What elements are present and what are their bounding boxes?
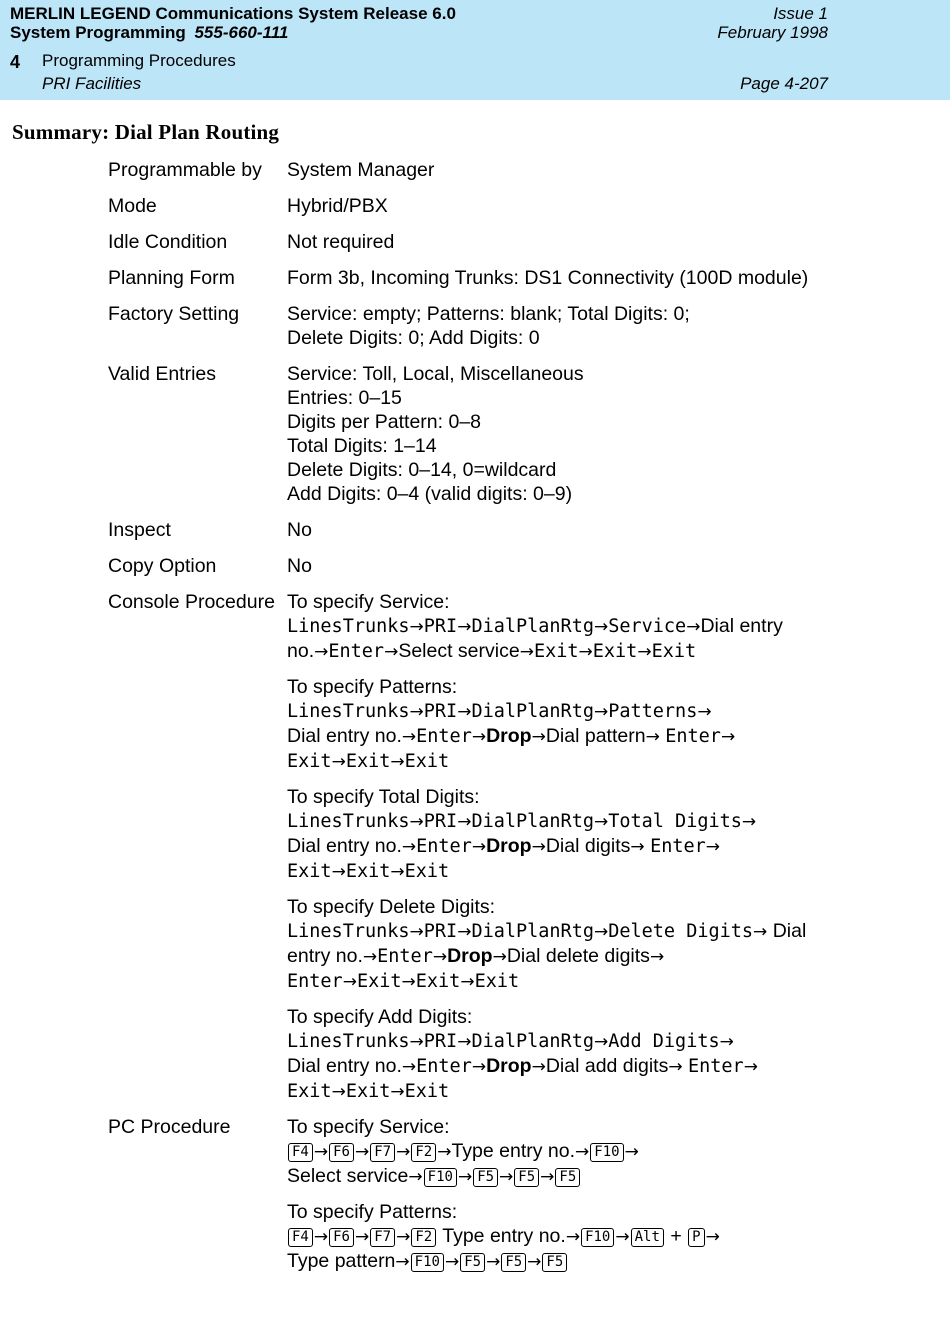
procedure-line: [287, 834, 848, 859]
arrow-icon: →: [354, 1142, 370, 1162]
row-label: Mode: [108, 195, 157, 217]
row-label: Programmable by: [108, 159, 262, 181]
function-key: F5: [501, 1253, 526, 1272]
menu-option: Service: [608, 616, 687, 637]
summary-row: [108, 362, 848, 506]
menu-option: Patterns: [608, 701, 698, 722]
procedure-line: [287, 1029, 848, 1054]
summary-table: [108, 158, 848, 1285]
menu-option: PRI: [423, 811, 458, 832]
arrow-icon: →: [396, 1142, 411, 1162]
summary-row: [108, 158, 848, 182]
menu-option: Exit: [404, 1081, 450, 1102]
procedure-heading: To specify Service:: [287, 1116, 450, 1138]
function-key: F6: [329, 1228, 354, 1247]
row-label: Console Procedure: [108, 591, 275, 613]
arrow-icon: →: [471, 1057, 487, 1077]
menu-option: Enter: [665, 726, 721, 747]
arrow-icon: →: [457, 1032, 472, 1052]
arrow-icon: →: [593, 617, 609, 637]
menu-option: Enter: [688, 1056, 744, 1077]
step-text: Type entry no.: [437, 1225, 566, 1247]
row-label: Planning Form: [108, 267, 235, 289]
arrow-icon: →: [531, 727, 546, 747]
doc-title-text: System Programming: [10, 23, 186, 42]
row-value-line: Total Digits: 1–14: [287, 435, 437, 457]
button-name: Drop: [486, 725, 532, 747]
arrow-icon: →: [331, 1082, 346, 1102]
arrow-icon: →: [649, 947, 665, 967]
procedure-line: [287, 1139, 848, 1164]
menu-option: Enter: [287, 971, 343, 992]
procedure-block: [287, 675, 848, 774]
step-text: Dial digits: [545, 835, 631, 857]
step-text: Dial entry no.: [287, 835, 402, 857]
arrow-icon: →: [457, 702, 472, 722]
procedure-block: [287, 1200, 848, 1274]
arrow-icon: →: [384, 642, 399, 662]
doc-title: [10, 23, 288, 43]
arrow-icon: →: [593, 922, 609, 942]
function-key: F10: [581, 1228, 614, 1247]
menu-option: Total Digits: [608, 811, 742, 832]
arrow-icon: →: [637, 642, 652, 662]
arrow-icon: →: [593, 1032, 609, 1052]
arrow-icon: →: [624, 1142, 639, 1162]
menu-option: LinesTrunks: [287, 921, 410, 942]
row-value-line: Service: Toll, Local, Miscellaneous: [287, 363, 584, 385]
summary-row: [108, 230, 848, 254]
procedure-line: [287, 1164, 848, 1189]
arrow-icon: →: [471, 837, 487, 857]
step-text: entry no.: [287, 945, 363, 967]
arrow-icon: →: [437, 1142, 452, 1162]
arrow-icon: →: [578, 642, 593, 662]
function-key: F5: [473, 1168, 498, 1187]
function-key: F2: [411, 1228, 436, 1247]
arrow-icon: →: [531, 1057, 546, 1077]
arrow-icon: →: [409, 922, 424, 942]
arrow-icon: →: [408, 1167, 423, 1187]
row-value: [287, 362, 848, 506]
step-text: Dial entry no.: [287, 725, 402, 747]
procedure-line: [287, 614, 848, 639]
procedure-heading: To specify Add Digits:: [287, 1006, 473, 1028]
function-key: F2: [411, 1143, 436, 1162]
menu-option: PRI: [423, 701, 458, 722]
pc-procedure-steps: [287, 1115, 848, 1285]
procedure-line: [287, 919, 848, 944]
function-key: F6: [329, 1143, 354, 1162]
button-name: Drop: [447, 945, 493, 967]
menu-option: Exit: [533, 641, 579, 662]
arrow-icon: →: [720, 727, 736, 747]
step-text: +: [664, 1225, 688, 1247]
step-text: Dial add digits: [545, 1055, 669, 1077]
arrow-icon: →: [531, 837, 546, 857]
row-label: Inspect: [108, 519, 171, 541]
arrow-icon: →: [331, 862, 346, 882]
arrow-icon: →: [697, 702, 712, 722]
row-label: Valid Entries: [108, 363, 217, 385]
step-text: Select service: [287, 1165, 409, 1187]
arrow-icon: →: [686, 617, 701, 637]
row-value: Hybrid/PBX: [287, 195, 388, 217]
arrow-icon: →: [575, 1142, 590, 1162]
arrow-icon: →: [499, 1167, 514, 1187]
page-header: [0, 0, 950, 100]
console-procedure-steps: [287, 590, 848, 1115]
function-key: F7: [370, 1228, 395, 1247]
menu-option: PRI: [423, 921, 458, 942]
procedure-line: [287, 749, 848, 774]
procedure-heading: To specify Delete Digits:: [287, 896, 496, 918]
menu-option: DialPlanRtg: [471, 616, 594, 637]
menu-option: Exit: [287, 751, 332, 772]
step-text: Select service: [398, 640, 520, 662]
arrow-icon: →: [492, 947, 507, 967]
row-value: No: [287, 555, 312, 577]
arrow-icon: →: [743, 1057, 758, 1077]
menu-option: Exit: [356, 971, 402, 992]
product-title: MERLIN LEGEND Communications System Release 6.0: [10, 4, 456, 23]
arrow-icon: →: [390, 862, 405, 882]
menu-option: PRI: [423, 616, 458, 637]
menu-option: Delete Digits: [608, 921, 754, 942]
row-value: No: [287, 519, 312, 541]
procedure-line: [287, 944, 848, 969]
row-value: Not required: [287, 231, 395, 253]
row-value: Form 3b, Incoming Trunks: DS1 Connectivity (100D module): [287, 267, 809, 289]
function-key: F5: [542, 1253, 567, 1272]
page-number: Page 4-207: [740, 74, 828, 93]
arrow-icon: →: [753, 922, 768, 942]
procedure-line: [287, 724, 848, 749]
menu-option: DialPlanRtg: [471, 1031, 594, 1052]
function-key: Alt: [631, 1228, 664, 1247]
arrow-icon: →: [409, 702, 424, 722]
summary-row: [108, 302, 848, 350]
date-label: February 1998: [717, 23, 828, 42]
arrow-icon: →: [471, 727, 487, 747]
menu-option: Exit: [651, 641, 697, 662]
arrow-icon: →: [444, 1252, 460, 1272]
menu-option: Exit: [345, 1081, 391, 1102]
step-text: Dial entry: [700, 615, 783, 637]
console-procedure-row: [108, 590, 848, 1115]
menu-option: Exit: [345, 861, 391, 882]
arrow-icon: →: [409, 617, 424, 637]
arrow-icon: →: [395, 1252, 410, 1272]
arrow-icon: →: [527, 1252, 542, 1272]
arrow-icon: →: [457, 922, 472, 942]
arrow-icon: →: [401, 837, 417, 857]
menu-option: LinesTrunks: [287, 811, 410, 832]
step-text: Type pattern: [287, 1250, 396, 1272]
menu-option: Enter: [416, 836, 472, 857]
issue-label: Issue 1: [773, 4, 828, 23]
arrow-icon: →: [457, 1167, 473, 1187]
menu-option: Enter: [377, 946, 433, 967]
row-value-line: Add Digits: 0–4 (valid digits: 0–9): [287, 483, 573, 505]
summary-row: [108, 554, 848, 578]
step-text: Type entry no.: [451, 1140, 576, 1162]
doc-number: 555-660-111: [194, 23, 289, 42]
procedure-heading: To specify Service:: [287, 591, 450, 613]
procedure-line: [287, 1249, 848, 1274]
procedure-line: [287, 809, 848, 834]
arrow-icon: →: [519, 642, 534, 662]
procedure-block: [287, 895, 848, 994]
page-title: Summary: Dial Plan Routing: [12, 120, 280, 144]
button-name: Drop: [486, 835, 532, 857]
menu-option: Exit: [404, 751, 450, 772]
row-label: Copy Option: [108, 555, 217, 577]
function-key: F7: [370, 1143, 395, 1162]
function-key: F10: [424, 1168, 457, 1187]
arrow-icon: →: [615, 1227, 630, 1247]
arrow-icon: →: [342, 972, 357, 992]
summary-row: [108, 194, 848, 218]
function-key: F4: [288, 1143, 313, 1162]
pc-procedure-row: [108, 1115, 848, 1285]
arrow-icon: →: [409, 1032, 424, 1052]
procedure-block: [287, 1005, 848, 1104]
step-text: Dial pattern: [545, 725, 646, 747]
menu-option: Exit: [287, 861, 332, 882]
menu-option: PRI: [423, 1031, 458, 1052]
arrow-icon: →: [457, 617, 472, 637]
procedure-heading: To specify Total Digits:: [287, 786, 480, 808]
menu-option: Enter: [416, 726, 472, 747]
menu-option: LinesTrunks: [287, 701, 410, 722]
chapter-title: Programming Procedures: [42, 51, 236, 70]
menu-option: Exit: [404, 861, 450, 882]
arrow-icon: →: [460, 972, 475, 992]
function-key: F4: [288, 1228, 313, 1247]
row-label: PC Procedure: [108, 1116, 231, 1138]
arrow-icon: →: [401, 727, 417, 747]
menu-option: Exit: [345, 751, 391, 772]
arrow-icon: →: [540, 1167, 555, 1187]
row-label: Factory Setting: [108, 303, 240, 325]
arrow-icon: →: [630, 837, 645, 857]
arrow-icon: →: [331, 752, 346, 772]
arrow-icon: →: [486, 1252, 501, 1272]
menu-option: Exit: [287, 1081, 332, 1102]
function-key: F10: [411, 1253, 444, 1272]
arrow-icon: →: [593, 702, 609, 722]
procedure-line: [287, 1079, 848, 1104]
menu-option: Enter: [650, 836, 706, 857]
row-value-line: Service: empty; Patterns: blank; Total Digits: 0;: [287, 303, 690, 325]
function-key: F5: [460, 1253, 485, 1272]
row-value-line: Digits per Pattern: 0–8: [287, 411, 482, 433]
procedure-line: [287, 699, 848, 724]
arrow-icon: →: [313, 1227, 329, 1247]
row-value: System Manager: [287, 159, 435, 181]
procedure-line: [287, 639, 848, 664]
menu-option: Add Digits: [608, 1031, 720, 1052]
arrow-icon: →: [401, 972, 416, 992]
arrow-icon: →: [705, 1227, 720, 1247]
arrow-icon: →: [432, 947, 448, 967]
function-key: P: [688, 1228, 704, 1247]
arrow-icon: →: [457, 812, 472, 832]
menu-option: Enter: [328, 641, 385, 662]
procedure-line: [287, 1224, 848, 1249]
arrow-icon: →: [719, 1032, 734, 1052]
procedure-line: [287, 969, 848, 994]
menu-option: Exit: [592, 641, 638, 662]
arrow-icon: →: [741, 812, 757, 832]
menu-option: LinesTrunks: [287, 1031, 410, 1052]
procedure-line: [287, 859, 848, 884]
summary-rows: [108, 158, 848, 578]
arrow-icon: →: [390, 752, 405, 772]
arrow-icon: →: [409, 812, 424, 832]
function-key: F10: [590, 1143, 623, 1162]
procedure-heading: To specify Patterns:: [287, 676, 458, 698]
menu-option: LinesTrunks: [287, 616, 410, 637]
menu-option: DialPlanRtg: [471, 921, 594, 942]
row-label: Idle Condition: [108, 231, 228, 253]
chapter-number: 4: [10, 52, 21, 72]
procedure-line: [287, 1054, 848, 1079]
arrow-icon: →: [593, 812, 609, 832]
menu-option: DialPlanRtg: [471, 701, 594, 722]
arrow-icon: →: [645, 727, 660, 747]
arrow-icon: →: [705, 837, 721, 857]
row-value: [287, 302, 848, 350]
menu-option: Exit: [415, 971, 461, 992]
arrow-icon: →: [354, 1227, 370, 1247]
summary-row: [108, 266, 848, 290]
procedure-block: [287, 785, 848, 884]
menu-option: Exit: [474, 971, 520, 992]
procedure-block: [287, 590, 848, 664]
section-title: PRI Facilities: [42, 74, 142, 93]
procedure-block: [287, 1115, 848, 1189]
row-value-line: Entries: 0–15: [287, 387, 402, 409]
arrow-icon: →: [401, 1057, 417, 1077]
arrow-icon: →: [396, 1227, 411, 1247]
function-key: F5: [555, 1168, 580, 1187]
arrow-icon: →: [362, 947, 378, 967]
arrow-icon: →: [668, 1057, 683, 1077]
function-key: F5: [514, 1168, 539, 1187]
menu-option: DialPlanRtg: [471, 811, 594, 832]
summary-row: [108, 518, 848, 542]
step-text: no.: [287, 640, 315, 662]
row-value-line: Delete Digits: 0–14, 0=wildcard: [287, 459, 557, 481]
arrow-icon: →: [390, 1082, 405, 1102]
button-name: Drop: [486, 1055, 532, 1077]
arrow-icon: →: [565, 1227, 581, 1247]
arrow-icon: →: [313, 1142, 329, 1162]
step-text: Dial entry no.: [287, 1055, 402, 1077]
menu-option: Enter: [416, 1056, 472, 1077]
step-text: Dial delete digits: [506, 945, 650, 967]
arrow-icon: →: [314, 642, 329, 662]
step-text: Dial: [767, 920, 807, 942]
procedure-heading: To specify Patterns:: [287, 1201, 458, 1223]
row-value-line: Delete Digits: 0; Add Digits: 0: [287, 327, 540, 349]
